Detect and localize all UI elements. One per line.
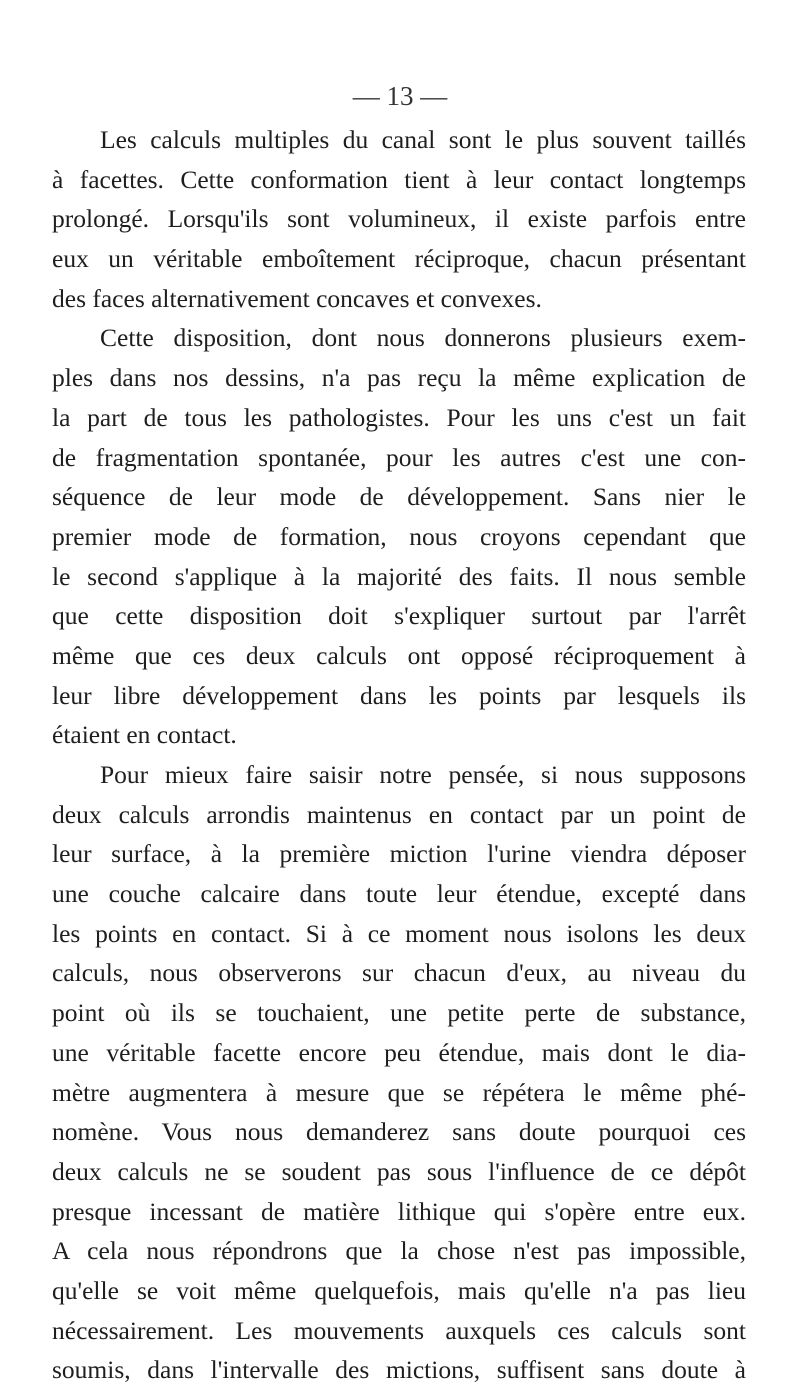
text-line: des faces alternativement concaves et convexes. <box>52 283 542 313</box>
text-line: la part de tous les pathologistes. Pour les uns c'est un fait <box>52 402 746 432</box>
text-line: Les calculs multiples du canal sont le plus souvent taillés <box>100 125 746 154</box>
text-line: séquence de leur mode de développement. Sans nier le <box>52 482 746 512</box>
text-line: Cette disposition, dont nous donnerons plusieurs exem- <box>100 323 746 353</box>
text-line: nomène. Vous nous demanderez sans doute pourquoi ces <box>52 1117 746 1147</box>
text-line: leur surface, à la première miction l'urine viendra déposer <box>52 839 746 869</box>
text-line: premier mode de formation, nous croyons cependant que <box>52 521 746 551</box>
text-line: même que ces deux calculs ont opposé réciproquement à <box>52 640 746 670</box>
text-line: prolongé. Lorsqu'ils sont volumineux, il existe parfois entre <box>52 204 746 234</box>
text-line: leur libre développement dans les points par lesquels ils <box>52 680 746 710</box>
page-number: — 13 — <box>352 81 448 111</box>
text-line: presque incessant de matière lithique qui s'opère entre eux. <box>52 1196 746 1226</box>
text-line: de fragmentation spontanée, pour les autres c'est une con- <box>52 442 746 472</box>
text-line: étaient en contact. <box>52 720 237 750</box>
text-line: une véritable facette encore peu étendue, mais dont le dia- <box>52 1037 746 1067</box>
text-line: le second s'applique à la majorité des faits. Il nous semble <box>52 561 746 591</box>
text-line: que cette disposition doit s'expliquer surtout par l'arrêt <box>52 601 746 631</box>
text-line: mètre augmentera à mesure que se répétera le même phé- <box>52 1077 746 1107</box>
text-line: A cela nous répondrons que la chose n'est pas impossible, <box>52 1236 746 1266</box>
text-line: une couche calcaire dans toute leur étendue, excepté dans <box>52 879 746 909</box>
text-line: nécessairement. Les mouvements auxquels ces calculs sont <box>52 1315 746 1345</box>
text-line: soumis, dans l'intervalle des mictions, suffisent sans doute à <box>52 1355 746 1385</box>
text-line: Pour mieux faire saisir notre pensée, si nous supposons <box>100 760 746 789</box>
text-line: deux calculs arrondis maintenus en contact par un point de <box>52 799 746 829</box>
text-line: qu'elle se voit même quelquefois, mais qu'elle n'a pas lieu <box>52 1275 746 1305</box>
text-line: point où ils se touchaient, une petite perte de substance, <box>52 998 746 1028</box>
body-text <box>52 120 746 1390</box>
text-line: eux un véritable emboîtement réciproque, chacun présentant <box>52 244 746 274</box>
text-line: deux calculs ne se soudent pas sous l'influence de ce dépôt <box>52 1156 746 1186</box>
text-line: calculs, nous observerons sur chacun d'eux, au niveau du <box>52 958 746 988</box>
text-line: à facettes. Cette conformation tient à leur contact longtemps <box>52 164 746 194</box>
text-line: les points en contact. Si à ce moment nous isolons les deux <box>52 918 746 948</box>
text-line: ples dans nos dessins, n'a pas reçu la même explication de <box>52 363 746 393</box>
